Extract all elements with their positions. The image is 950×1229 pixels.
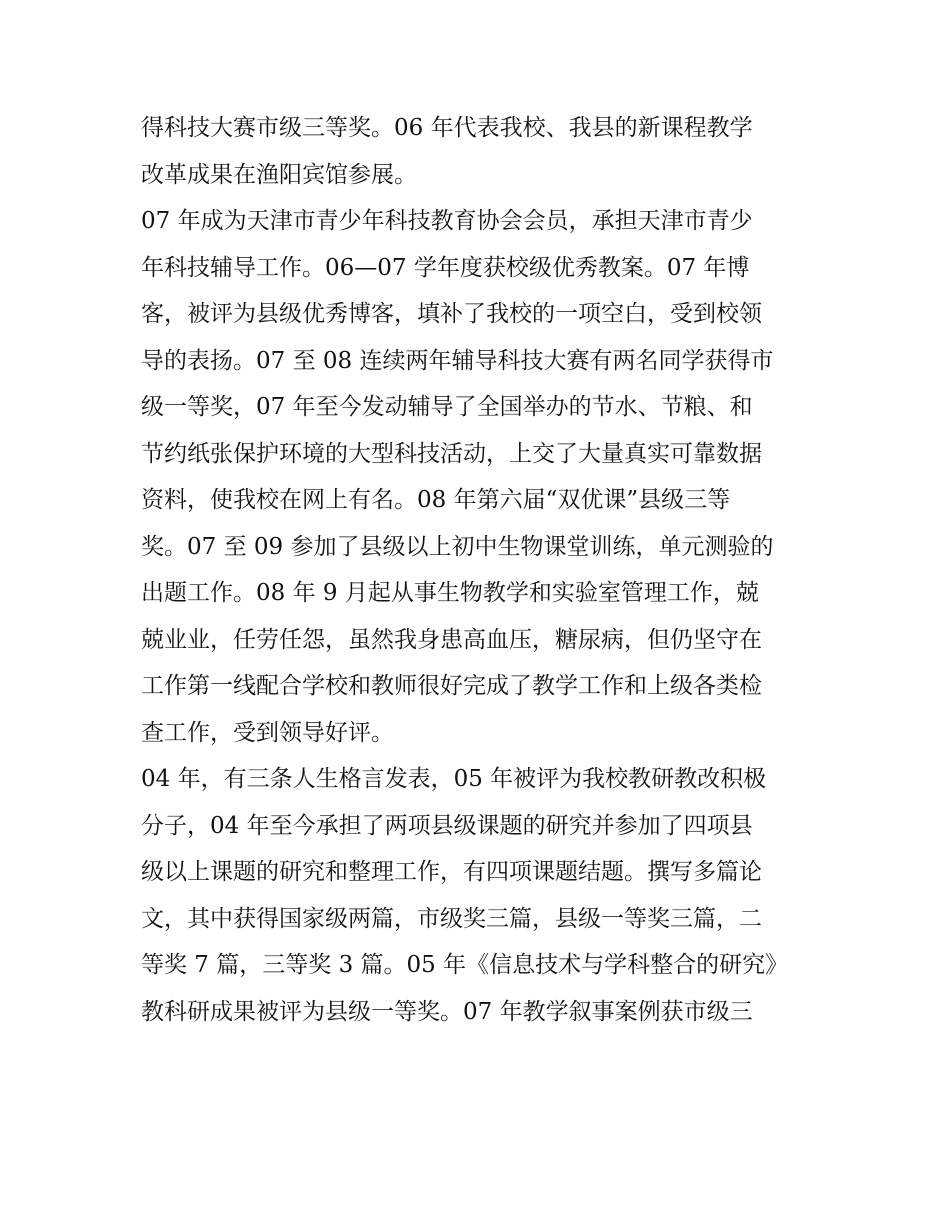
- text-line: 级以上课题的研究和整理工作，有四项课题结题。撰写多篇论: [141, 859, 762, 885]
- text-line: 客，被评为县级优秀博客，填补了我校的一项空白，受到校领: [141, 301, 762, 327]
- text-line: 查工作，受到领导好评。: [141, 719, 394, 746]
- text-line: 07 年成为天津市青少年科技教育协会会员，承担天津市青少: [141, 208, 753, 234]
- text-line: 兢业业，任劳任怨，虽然我身患高血压，糖尿病，但仍坚守在: [141, 626, 762, 653]
- text-line: 资料，使我校在网上有名。08 年第六届“双优课”县级三等: [141, 487, 731, 513]
- text-line: 04 年，有三条人生格言发表，05 年被评为我校教研教改积极: [141, 766, 767, 792]
- text-line: 级一等奖，07 年至今发动辅导了全国举办的节水、节粮、和: [141, 394, 753, 420]
- text-line: 改革成果在渔阳宾馆参展。: [141, 161, 417, 188]
- text-line: 节约纸张保护环境的大型科技活动，上交了大量真实可靠数据: [141, 440, 762, 467]
- text-line: 奖。07 至 09 参加了县级以上初中生物课堂训练，单元测验的: [141, 533, 774, 560]
- text-line: 得科技大赛市级三等奖。06 年代表我校、我县的新课程教学: [141, 115, 753, 141]
- text-line: 年科技辅导工作。06—07 学年度获校级优秀教案。07 年博: [141, 254, 750, 281]
- text-line: 文，其中获得国家级两篇，市级奖三篇，县级一等奖三篇，二: [141, 905, 762, 932]
- text-line: 教科研成果被评为县级一等奖。07 年教学叙事案例获市级三: [141, 998, 753, 1025]
- text-line: 分子，04 年至今承担了两项县级课题的研究并参加了四项县: [141, 812, 753, 839]
- document-body: [141, 105, 821, 1035]
- text-line: 等奖 7 篇，三等奖 3 篇。05 年《信息技术与学科整合的研究》: [141, 952, 789, 978]
- text-line: 出题工作。08 年 9 月起从事生物教学和实验室管理工作，兢: [141, 580, 759, 606]
- text-line: 导的表扬。07 至 08 连续两年辅导科技大赛有两名同学获得市: [141, 347, 774, 374]
- text-line: 工作第一线配合学校和教师很好完成了教学工作和上级各类检: [141, 673, 762, 699]
